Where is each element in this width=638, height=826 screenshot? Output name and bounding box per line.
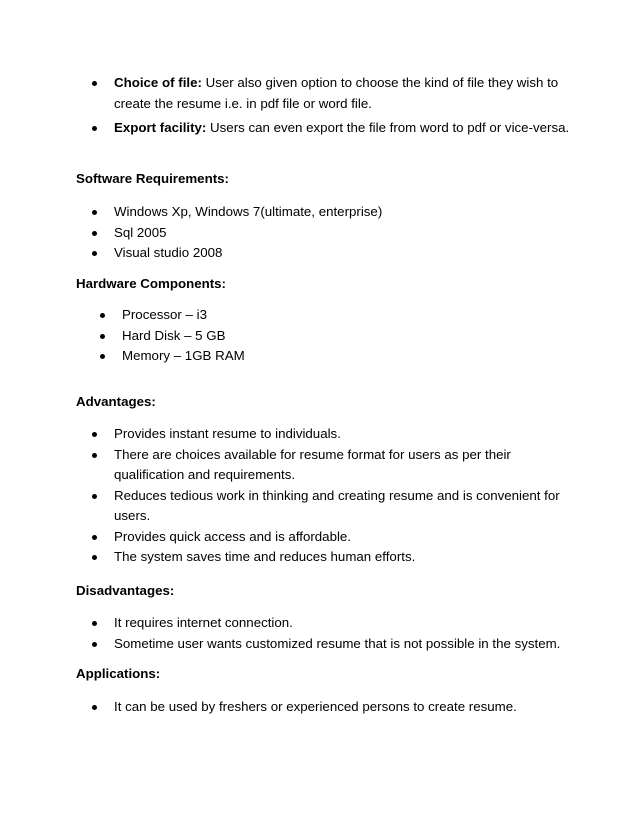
bullet-icon bbox=[100, 334, 105, 339]
disadvantages-list bbox=[92, 613, 572, 654]
list-item-text: It requires internet connection. bbox=[114, 615, 293, 630]
hardware-list bbox=[100, 305, 570, 367]
applications-list bbox=[92, 697, 572, 718]
bullet-icon bbox=[92, 555, 97, 560]
list-item bbox=[92, 223, 572, 244]
bullet-icon bbox=[100, 354, 105, 359]
list-item-text: Provides quick access and is affordable. bbox=[114, 528, 352, 544]
bullet-icon bbox=[92, 251, 97, 256]
bullet-icon bbox=[92, 621, 97, 626]
list-item bbox=[100, 305, 570, 326]
software-list bbox=[92, 202, 572, 264]
bullet-icon bbox=[92, 126, 97, 131]
list-item bbox=[92, 445, 570, 486]
bullet-icon bbox=[100, 313, 105, 318]
list-item bbox=[92, 547, 570, 568]
bullet-icon bbox=[92, 494, 97, 499]
list-item-text: Provides instant resume to individuals. bbox=[114, 426, 341, 441]
list-item-text: Sql 2005 bbox=[114, 224, 167, 240]
list-item bbox=[92, 118, 572, 139]
list-item bbox=[92, 243, 572, 264]
disadvantages-heading: Disadvantages: bbox=[76, 583, 175, 598]
applications-heading: Applications: bbox=[76, 666, 161, 681]
list-item bbox=[100, 346, 570, 367]
list-item-text: Memory – 1GB RAM bbox=[122, 348, 245, 363]
advantages-heading: Advantages: bbox=[76, 394, 156, 409]
bullet-icon bbox=[92, 432, 97, 437]
bullet-icon bbox=[92, 81, 97, 86]
list-item bbox=[92, 486, 570, 527]
list-item bbox=[92, 73, 572, 114]
list-item-text: There are choices available for resume format for users as per their qualification and requirements. bbox=[114, 446, 511, 482]
list-item-text: Reduces tedious work in thinking and creating resume and is convenient for users. bbox=[114, 487, 560, 523]
software-heading: Software Requirements: bbox=[76, 171, 229, 186]
bullet-icon bbox=[92, 705, 97, 710]
list-item-text: The system saves time and reduces human efforts. bbox=[114, 549, 416, 564]
list-item bbox=[92, 527, 570, 548]
list-item-text: Sometime user wants customized resume that is not possible in the system. bbox=[114, 635, 561, 651]
hardware-heading: Hardware Components: bbox=[76, 276, 226, 291]
bullet-icon bbox=[92, 231, 97, 236]
list-item bbox=[92, 697, 572, 718]
list-item-text: Visual studio 2008 bbox=[114, 245, 223, 260]
feature-text: User also given option to choose the kind of file they wish to create the resume i.e. in pdf file or word file. bbox=[114, 75, 559, 111]
list-item-text: Hard Disk – 5 GB bbox=[122, 327, 226, 343]
advantages-list bbox=[92, 424, 570, 568]
list-item-text: It can be used by freshers or experienced persons to create resume. bbox=[114, 699, 517, 714]
list-item bbox=[92, 424, 570, 445]
list-item bbox=[100, 326, 570, 347]
feature-text: Users can even export the file from word to pdf or vice-versa. bbox=[206, 120, 570, 135]
list-item-text: Processor – i3 bbox=[122, 307, 207, 322]
features-list bbox=[92, 73, 572, 139]
list-item bbox=[92, 202, 572, 223]
bullet-icon bbox=[92, 210, 97, 215]
list-item bbox=[92, 634, 572, 655]
bullet-icon bbox=[92, 535, 97, 540]
bullet-icon bbox=[92, 453, 97, 458]
list-item bbox=[92, 613, 572, 634]
list-item-text: Windows Xp, Windows 7(ultimate, enterprise) bbox=[114, 204, 383, 219]
feature-title: Choice of file: bbox=[114, 75, 202, 90]
feature-title: Export facility: bbox=[114, 120, 207, 135]
bullet-icon bbox=[92, 642, 97, 647]
